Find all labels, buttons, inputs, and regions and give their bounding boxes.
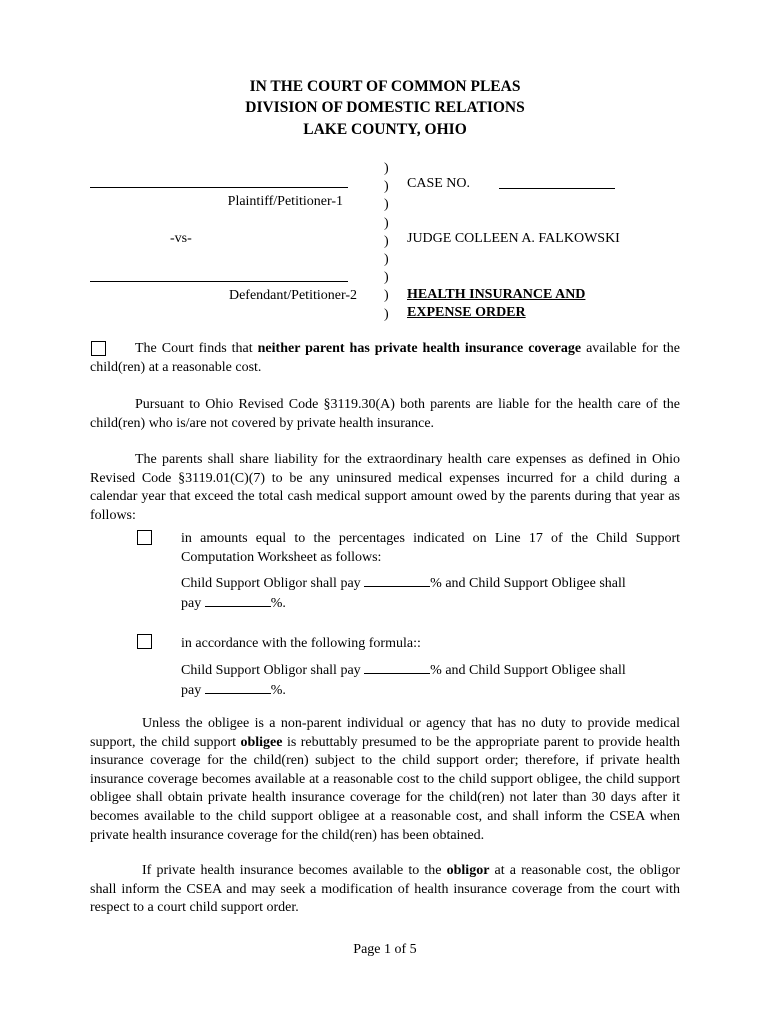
line17-percentages-checkbox[interactable] [137, 530, 152, 545]
page-number: Page 1 of 5 [353, 942, 417, 957]
order-title-line2: EXPENSE ORDER [407, 305, 526, 320]
option2-obligee-percent-field[interactable] [205, 680, 271, 694]
finding-paragraph: The Court finds that neither parent has private health insurance coverage available for the child(ren) at a reasonable cost. [90, 341, 681, 375]
defendant-label: Defendant/Petitioner-2 [228, 288, 357, 303]
option2-obligor-percent-field[interactable] [364, 660, 430, 674]
pursuant-paragraph: Pursuant to Ohio Revised Code §3119.30(A) both parents are liable for the health care of the child(ren) who is/are not covered by private health insurance. [90, 397, 680, 431]
option1-obligor-line: Child Support Obligor shall pay % and Child Support Obligee shall [181, 573, 626, 593]
obligee-presumption-paragraph: Unless the obligee is a non-parent individual or agency that has no duty to provide medical support, the child support obligee is rebuttably presumed to be the appropriate parent to provide health insurance coverage for the child(ren) subject to the child support order; therefore, if private health insurance coverage becomes available at a reasonable cost to the child support obligee, the child support obligee shall obtain private health insurance coverage for the child(ren) not later than 30 days after it becomes available to the child support obligee at a reasonable cost, and shall inform the CSEA when private health insurance coverage for the child(ren) has been obtained. [90, 716, 680, 843]
court-division: DIVISION OF DOMESTIC RELATIONS [245, 99, 525, 116]
option-line17-text: in amounts equal to the percentages indicated on Line 17 of the Child Support Computation Worksheet as follows: [181, 531, 680, 565]
defendant-name-field[interactable] [90, 281, 348, 282]
case-no-label: CASE NO. [407, 176, 471, 191]
option1-obligee-line: pay %. [181, 593, 286, 613]
caption-parentheses: ) ) ) ) ) ) ) ) ) [384, 161, 389, 322]
versus-label: -vs- [170, 231, 192, 246]
option2-obligee-line: pay %. [181, 680, 286, 700]
court-county: LAKE COUNTY, OHIO [303, 121, 467, 138]
share-liability-paragraph: The parents shall share liability for the extraordinary health care expenses as defined in Ohio Revised Code §3119.01(C)(7) to be any uninsured medical expenses incurred for a child during a calendar year that exceed the total cash medical support amount owed by the parents during that year as follows: [90, 452, 680, 523]
plaintiff-name-field[interactable] [90, 187, 348, 188]
court-name: IN THE COURT OF COMMON PLEAS [249, 78, 521, 95]
plaintiff-label: Plaintiff/Petitioner-1 [227, 194, 343, 209]
option1-obligee-percent-field[interactable] [205, 593, 271, 607]
option1-obligor-percent-field[interactable] [364, 573, 430, 587]
option-formula-text: in accordance with the following formula:: [181, 636, 421, 651]
case-no-field[interactable] [499, 188, 615, 189]
obligor-availability-paragraph: If private health insurance becomes available to the obligor at a reasonable cost, the obligor shall inform the CSEA and may seek a modification of health insurance coverage from the court with respect to a court child support order. [90, 863, 680, 916]
judge-name: JUDGE COLLEEN A. FALKOWSKI [407, 231, 620, 246]
order-title-line1: HEALTH INSURANCE AND [407, 287, 586, 302]
formula-checkbox[interactable] [137, 634, 152, 649]
option2-obligor-line: Child Support Obligor shall pay % and Child Support Obligee shall [181, 660, 626, 680]
